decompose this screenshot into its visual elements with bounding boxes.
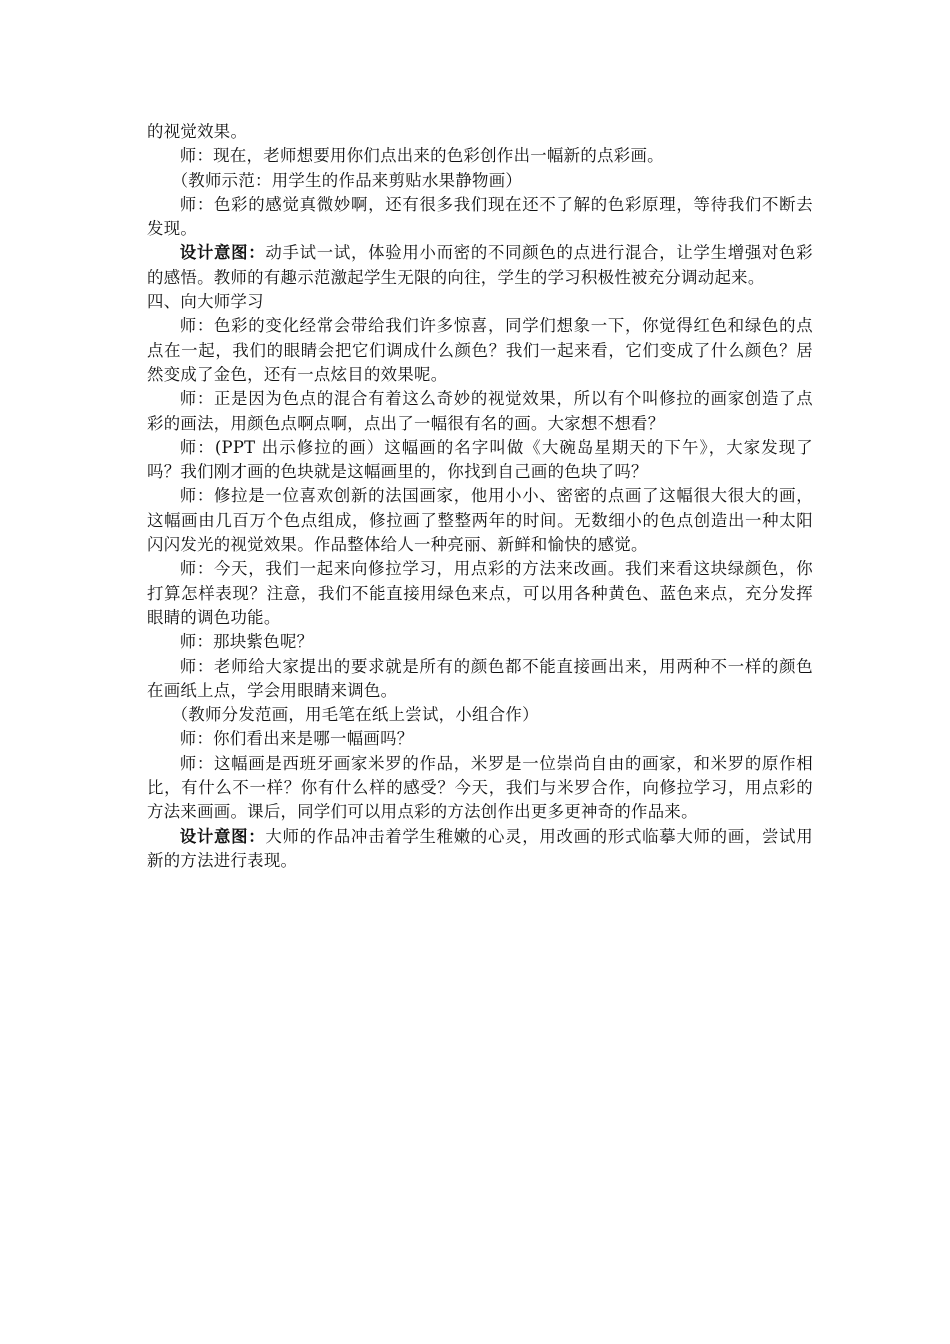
teacher-line: 师：今天，我们一起来向修拉学习，用点彩的方法来改画。我们来看这块绿颜色，你打算怎样表现？注意，我们不能直接用绿色来点，可以用各种黄色、蓝色来点，充分发挥眼睛的调色功能。 (147, 559, 813, 627)
teacher-line: 师：这幅画是西班牙画家米罗的作品，米罗是一位崇尚自由的画家，和米罗的原作相比，有什么不一样？你有什么样的感受？今天，我们与米罗合作，向修拉学习，用点彩的方法来画画。课后，同学们可以用点彩的方法创作出更多更神奇的作品来。 (147, 753, 813, 822)
design-intent-text: 动手试一试，体验用小而密的不同颜色的点进行混合，让学生增强对色彩的感悟。教师的有趣示范激起学生无限的向往，学生的学习积极性被充分调动起来。 (147, 243, 813, 287)
design-intent-label: 设计意图： (179, 243, 266, 263)
stage-note: （教师示范：用学生的作品来剪贴水果静物画） (171, 170, 523, 190)
document-body (147, 120, 813, 873)
teacher-line: 师：色彩的变化经常会带给我们许多惊喜，同学们想象一下，你觉得红色和绿色的点点在一起，我们的眼睛会把它们调成什么颜色？我们一起来看，它们变成了什么颜色？居然变成了金色，还有一点炫目的效果呢。 (147, 316, 813, 384)
teacher-line: 师：正是因为色点的混合有着这么奇妙的视觉效果，所以有个叫修拉的画家创造了点彩的画法，用颜色点啊点啊，点出了一幅很有名的画。大家想不想看？ (147, 389, 813, 433)
paragraph: 的视觉效果。 (147, 122, 248, 141)
teacher-line: 师：老师给大家提出的要求就是所有的颜色都不能直接画出来，用两种不一样的颜色在画纸上点，学会用眼睛来调色。 (147, 656, 813, 700)
design-intent-paragraph (147, 825, 813, 874)
design-intent-text: 大师的作品冲击着学生稚嫩的心灵，用改画的形式临摹大师的画，尝试用新的方法进行表现。 (147, 826, 813, 870)
teacher-line: 师：那块紫色呢？ (179, 632, 314, 652)
stage-note: （教师分发范画，用毛笔在纸上尝试，小组合作） (171, 705, 539, 725)
teacher-line: 师：色彩的感觉真微妙啊，还有很多我们现在还不了解的色彩原理，等待我们不断去发现。 (147, 194, 813, 239)
teacher-line: 师：(PPT 出示修拉的画）这幅画的名字叫做《大碗岛星期天的下午》，大家发现了吗？我们刚才画的色块就是这幅画里的，你找到自己画的色块了吗？ (147, 437, 813, 482)
section-heading: 四、向大师学习 (147, 292, 264, 312)
design-intent-paragraph (147, 241, 813, 290)
design-intent-label: 设计意图： (179, 826, 266, 846)
teacher-line: 师：修拉是一位喜欢创新的法国画家，他用小小、密密的点画了这幅很大很大的画，这幅画由几百万个色点组成，修拉画了整整两年的时间。无数细小的色点创造出一种太阳闪闪发光的视觉效果。作品整体给人一种亮丽、新鲜和愉快的感觉。 (147, 486, 813, 555)
teacher-line: 师：你们看出来是哪一幅画吗？ (179, 729, 414, 749)
teacher-line: 师：现在，老师想要用你们点出来的色彩创作出一幅新的点彩画。 (179, 146, 664, 166)
